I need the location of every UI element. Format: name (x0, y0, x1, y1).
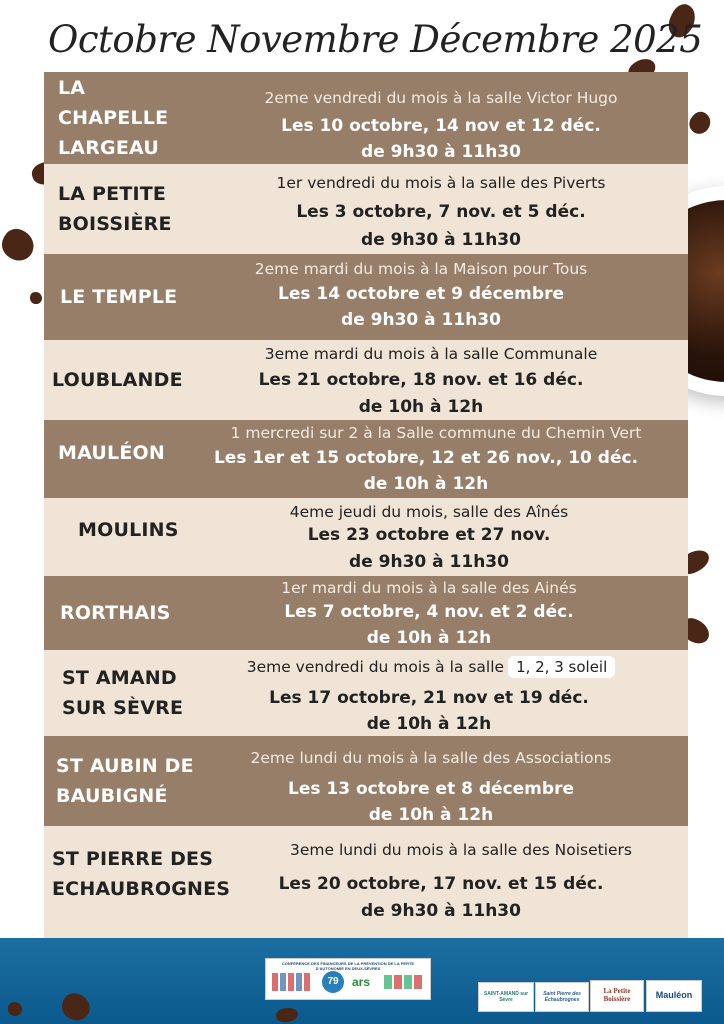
hours-text: de 10h à 12h (366, 714, 492, 734)
partners-caption: CONFÉRENCE DES FINANCEURS DE LA PRÉVENTION DE LA PERTE D'AUTONOMIE EN DEUX-SÈVRES (281, 961, 415, 971)
schedule-text: 1 mercredi sur 2 à la Salle commune du Chemin Vert (230, 424, 642, 442)
coffee-bean-icon (30, 292, 42, 304)
la-petite-boissiere-logo (590, 980, 644, 1012)
hours-text: de 9h30 à 11h30 (361, 901, 521, 921)
dates-text: Les 23 octobre et 27 nov. (307, 525, 551, 545)
schedule-row (44, 254, 688, 340)
schedule-text: 4eme jeudi du mois, salle des Aînés (289, 503, 569, 521)
schedule-row (44, 650, 688, 736)
mauleon-logo-text: Mauléon (655, 990, 693, 1000)
partner-mini-logos (384, 975, 424, 989)
town-name: ST PIERRE DES ECHAUBROGNES (52, 848, 231, 900)
dates-text: Les 17 octobre, 21 nov et 19 déc. (269, 688, 589, 708)
coffee-bean-icon (0, 224, 39, 266)
ars-logo: ars (352, 975, 371, 989)
hours-text: de 9h30 à 11h30 (361, 230, 521, 250)
hours-text: de 10h à 12h (363, 474, 489, 494)
schedule-text: 1er vendredi du mois à la salle des Piverts (276, 174, 606, 192)
town-name: ST AUBIN DE BAUBIGNÉ (56, 755, 194, 807)
dates-text: Les 3 octobre, 7 nov. et 5 déc. (296, 202, 586, 222)
hours-text: de 10h à 12h (358, 397, 484, 417)
hours-text: de 10h à 12h (366, 628, 492, 648)
schedule-row (44, 826, 688, 950)
dates-text: Les 14 octobre et 9 décembre (278, 284, 564, 304)
coffee-bean-icon (8, 1002, 22, 1016)
footer-band (0, 938, 724, 1024)
page-title: Octobre Novembre Décembre 2025 (48, 18, 703, 61)
la-petite-boissiere-logo-text: La Petite Boissière (603, 987, 631, 1003)
dates-text: Les 7 octobre, 4 nov. et 2 déc. (284, 602, 574, 622)
hours-text: de 9h30 à 11h30 (341, 310, 501, 330)
hours-text: de 9h30 à 11h30 (361, 142, 521, 162)
schedule-text: 2eme vendredi du mois à la salle Victor Hugo (264, 89, 618, 107)
dates-text: Les 13 octobre et 8 décembre (288, 779, 574, 799)
town-name: MOULINS (78, 519, 179, 541)
town-name: LA PETITE BOISSIÈRE (58, 183, 172, 235)
saint-pierre-logo-text: Saint Pierre des Échaubrognes (543, 991, 581, 1003)
coffee-bean-icon (685, 108, 714, 138)
town-name: RORTHAIS (60, 602, 171, 624)
saint-amand-logo-text: SAINT-AMAND sur Sèvre (483, 991, 529, 1003)
saint-amand-logo (478, 982, 534, 1012)
dates-text: Les 10 octobre, 14 nov et 12 déc. (281, 116, 601, 136)
schedule-text (174, 656, 688, 678)
dates-text: Les 20 octobre, 17 nov. et 15 déc. (278, 874, 604, 894)
dates-text: Les 21 octobre, 18 nov. et 16 déc. (258, 370, 584, 390)
saint-pierre-logo (535, 982, 589, 1012)
room-name-pill: 1, 2, 3 soleil (508, 656, 615, 678)
schedule-row (44, 576, 688, 650)
schedule-text: 3eme mardi du mois à la salle Communale (264, 345, 598, 363)
departement-79-logo: 79 (322, 971, 344, 993)
schedule-text: 2eme mardi du mois à la Maison pour Tous (254, 260, 588, 278)
schedule-row (44, 164, 688, 254)
hours-text: de 9h30 à 11h30 (349, 552, 509, 572)
dates-text: Les 1er et 15 octobre, 12 et 26 nov., 10 déc. (213, 448, 639, 468)
hours-text: de 10h à 12h (368, 805, 494, 825)
schedule-text: 2eme lundi du mois à la salle des Associations (250, 749, 612, 767)
town-name: ST AMAND SUR SÈVRE (62, 667, 184, 719)
town-name: LE TEMPLE (60, 286, 178, 308)
schedule-row (44, 498, 688, 576)
partners-logo-panel (265, 958, 431, 1000)
partner-mini-logos (272, 973, 312, 991)
town-name: LA CHAPELLE LARGEAU (58, 77, 169, 159)
schedule-text: 3eme lundi du mois à la salle des Noisetiers (289, 841, 632, 859)
town-name: MAULÉON (58, 442, 165, 464)
mauleon-logo (646, 980, 702, 1012)
schedule-text: 1er mardi du mois à la salle des Ainés (281, 579, 577, 597)
schedule-text-main: 3eme vendredi du mois à la salle (246, 658, 505, 676)
town-name: LOUBLANDE (52, 369, 183, 391)
schedule-row (44, 72, 688, 164)
